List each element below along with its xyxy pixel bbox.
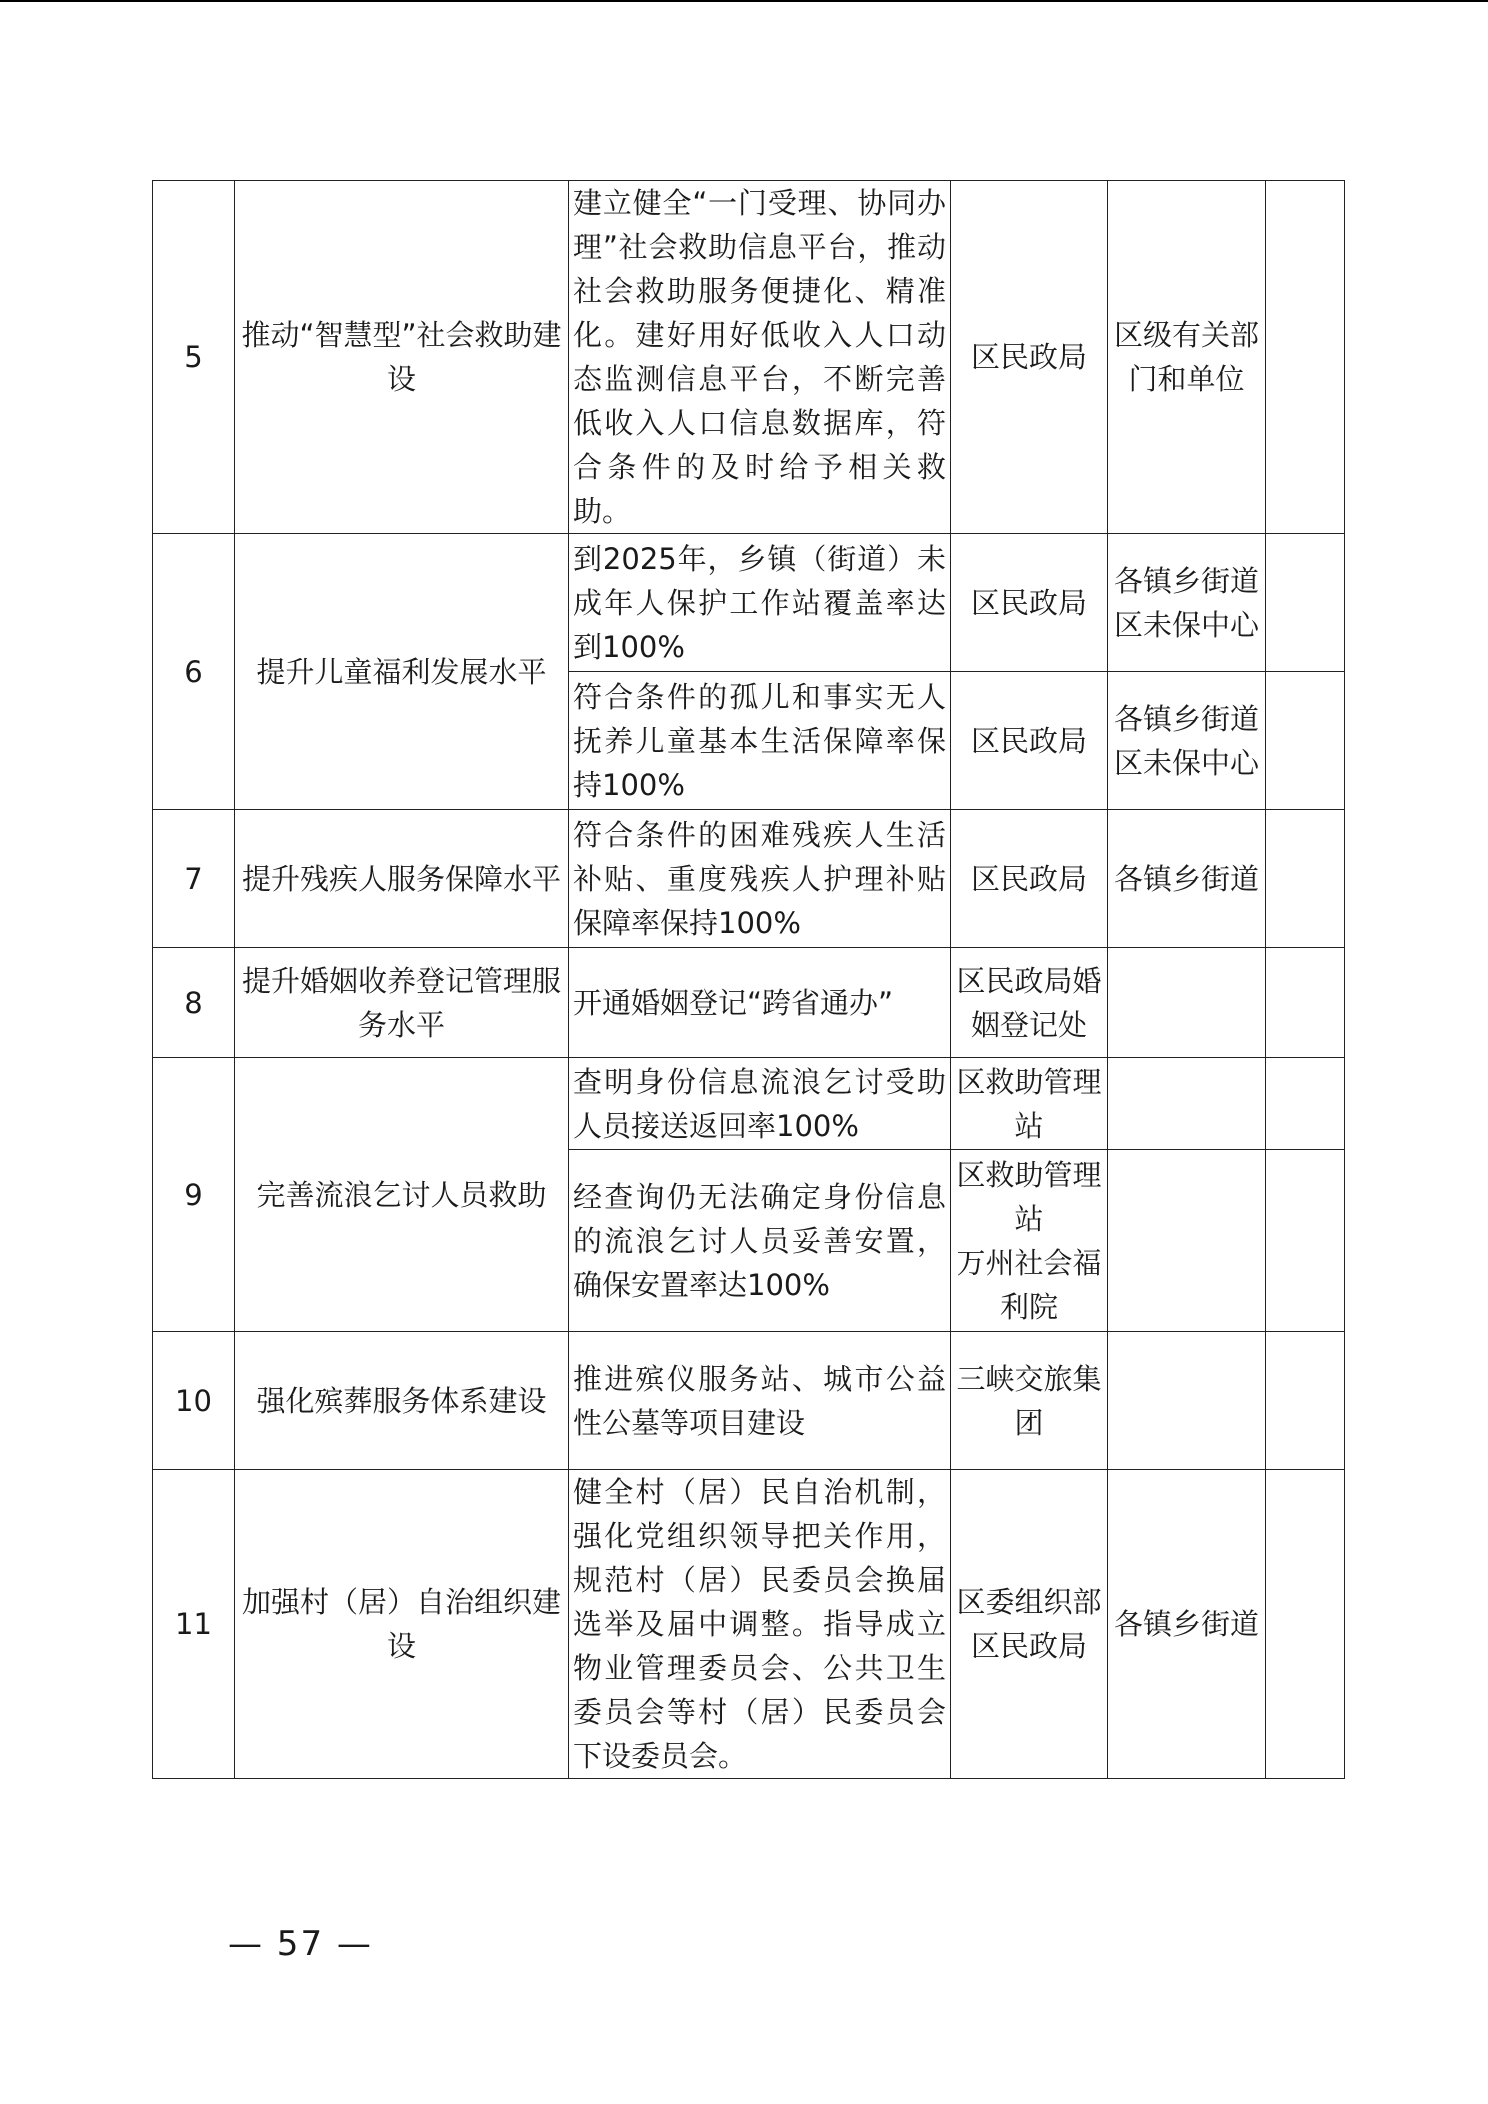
project-name: 推动“智慧型”社会救助建设 (235, 181, 569, 534)
cooperating-unit-line: 各镇乡街道 (1113, 701, 1259, 736)
table-body (153, 181, 1345, 1779)
table-row (153, 1470, 1345, 1779)
lead-unit (951, 181, 1108, 534)
lead-unit (951, 1470, 1108, 1779)
row-number: 7 (153, 810, 235, 948)
task-description: 开通婚姻登记“跨省通办” (569, 948, 951, 1058)
lead-unit-line: 区救助管理站 (956, 1064, 1102, 1143)
lead-unit (951, 672, 1108, 810)
task-description: 符合条件的困难残疾人生活补贴、重度残疾人护理补贴保障率保持100% (569, 810, 951, 948)
remarks-cell (1266, 1332, 1345, 1470)
cooperating-unit-line: 区未保中心 (1113, 607, 1259, 642)
row-number: 10 (153, 1332, 235, 1470)
table-row (153, 1058, 1345, 1150)
task-description: 建立健全“一门受理、协同办理”社会救助信息平台，推动社会救助服务便捷化、精准化。建好用好低收入人口动态监测信息平台，不断完善低收入人口信息数据库，符合条件的及时给予相关救助。 (569, 181, 951, 534)
project-name: 加强村（居）自治组织建设 (235, 1470, 569, 1779)
remarks-cell (1266, 1058, 1345, 1150)
task-description: 推进殡仪服务站、城市公益性公墓等项目建设 (569, 1332, 951, 1470)
cooperating-unit (1108, 810, 1266, 948)
page-number: — 57 — (228, 1924, 373, 1964)
task-description: 符合条件的孤儿和事实无人抚养儿童基本生活保障率保持100% (569, 672, 951, 810)
lead-unit-line: 三峡交旅集团 (956, 1361, 1102, 1440)
lead-unit (951, 1332, 1108, 1470)
table-row (153, 810, 1345, 948)
remarks-cell (1266, 810, 1345, 948)
task-description: 查明身份信息流浪乞讨受助人员接送返回率100% (569, 1058, 951, 1150)
row-number: 6 (153, 534, 235, 810)
project-name: 提升残疾人服务保障水平 (235, 810, 569, 948)
table-row (153, 534, 1345, 672)
project-name: 完善流浪乞讨人员救助 (235, 1058, 569, 1332)
cooperating-unit-line: 各镇乡街道 (1113, 563, 1259, 598)
remarks-cell (1266, 181, 1345, 534)
task-description: 到2025年，乡镇（街道）未成年人保护工作站覆盖率达到100% (569, 534, 951, 672)
page-top-border (0, 0, 1488, 2)
cooperating-unit-line: 各镇乡街道 (1113, 1607, 1259, 1641)
cooperating-unit (1108, 181, 1266, 534)
table-row (153, 1332, 1345, 1470)
row-number: 11 (153, 1470, 235, 1779)
project-name: 强化殡葬服务体系建设 (235, 1332, 569, 1470)
table-row (153, 948, 1345, 1058)
task-description: 经查询仍无法确定身份信息的流浪乞讨人员妥善安置，确保安置率达100% (569, 1150, 951, 1332)
lead-unit-line: 区民政局 (970, 1629, 1087, 1663)
cooperating-unit (1108, 948, 1266, 1058)
row-number: 9 (153, 1058, 235, 1332)
lead-unit (951, 1150, 1108, 1332)
lead-unit-line: 区民政局婚姻登记处 (956, 963, 1102, 1042)
lead-unit-line: 万州社会福利院 (956, 1245, 1102, 1324)
cooperating-unit (1108, 534, 1266, 672)
cooperating-unit (1108, 1150, 1266, 1332)
remarks-cell (1266, 948, 1345, 1058)
cooperating-unit (1108, 672, 1266, 810)
table-row (153, 181, 1345, 534)
lead-unit (951, 810, 1108, 948)
cooperating-unit-line: 各镇乡街道 (1113, 861, 1259, 896)
cooperating-unit (1108, 1058, 1266, 1150)
cooperating-unit-line: 区级有关部门和单位 (1113, 318, 1259, 396)
lead-unit (951, 1058, 1108, 1150)
lead-unit-line: 区救助管理站 (956, 1157, 1102, 1236)
project-name: 提升婚姻收养登记管理服务水平 (235, 948, 569, 1058)
lead-unit-line: 区民政局 (970, 861, 1087, 896)
cooperating-unit-line: 区未保中心 (1113, 745, 1259, 780)
remarks-cell (1266, 1470, 1345, 1779)
remarks-cell (1266, 534, 1345, 672)
project-name: 提升儿童福利发展水平 (235, 534, 569, 810)
lead-unit (951, 534, 1108, 672)
lead-unit-line: 区委组织部 (956, 1585, 1102, 1619)
row-number: 5 (153, 181, 235, 534)
lead-unit-line: 区民政局 (970, 723, 1087, 758)
remarks-cell (1266, 672, 1345, 810)
cooperating-unit (1108, 1470, 1266, 1779)
row-number: 8 (153, 948, 235, 1058)
lead-unit-line: 区民政局 (970, 340, 1087, 374)
lead-unit-line: 区民政局 (970, 585, 1087, 620)
cooperating-unit (1108, 1332, 1266, 1470)
remarks-cell (1266, 1150, 1345, 1332)
task-table (152, 180, 1345, 1779)
lead-unit (951, 948, 1108, 1058)
task-description: 健全村（居）民自治机制，强化党组织领导把关作用，规范村（居）民委员会换届选举及届中调整。指导成立物业管理委员会、公共卫生委员会等村（居）民委员会下设委员会。 (569, 1470, 951, 1779)
